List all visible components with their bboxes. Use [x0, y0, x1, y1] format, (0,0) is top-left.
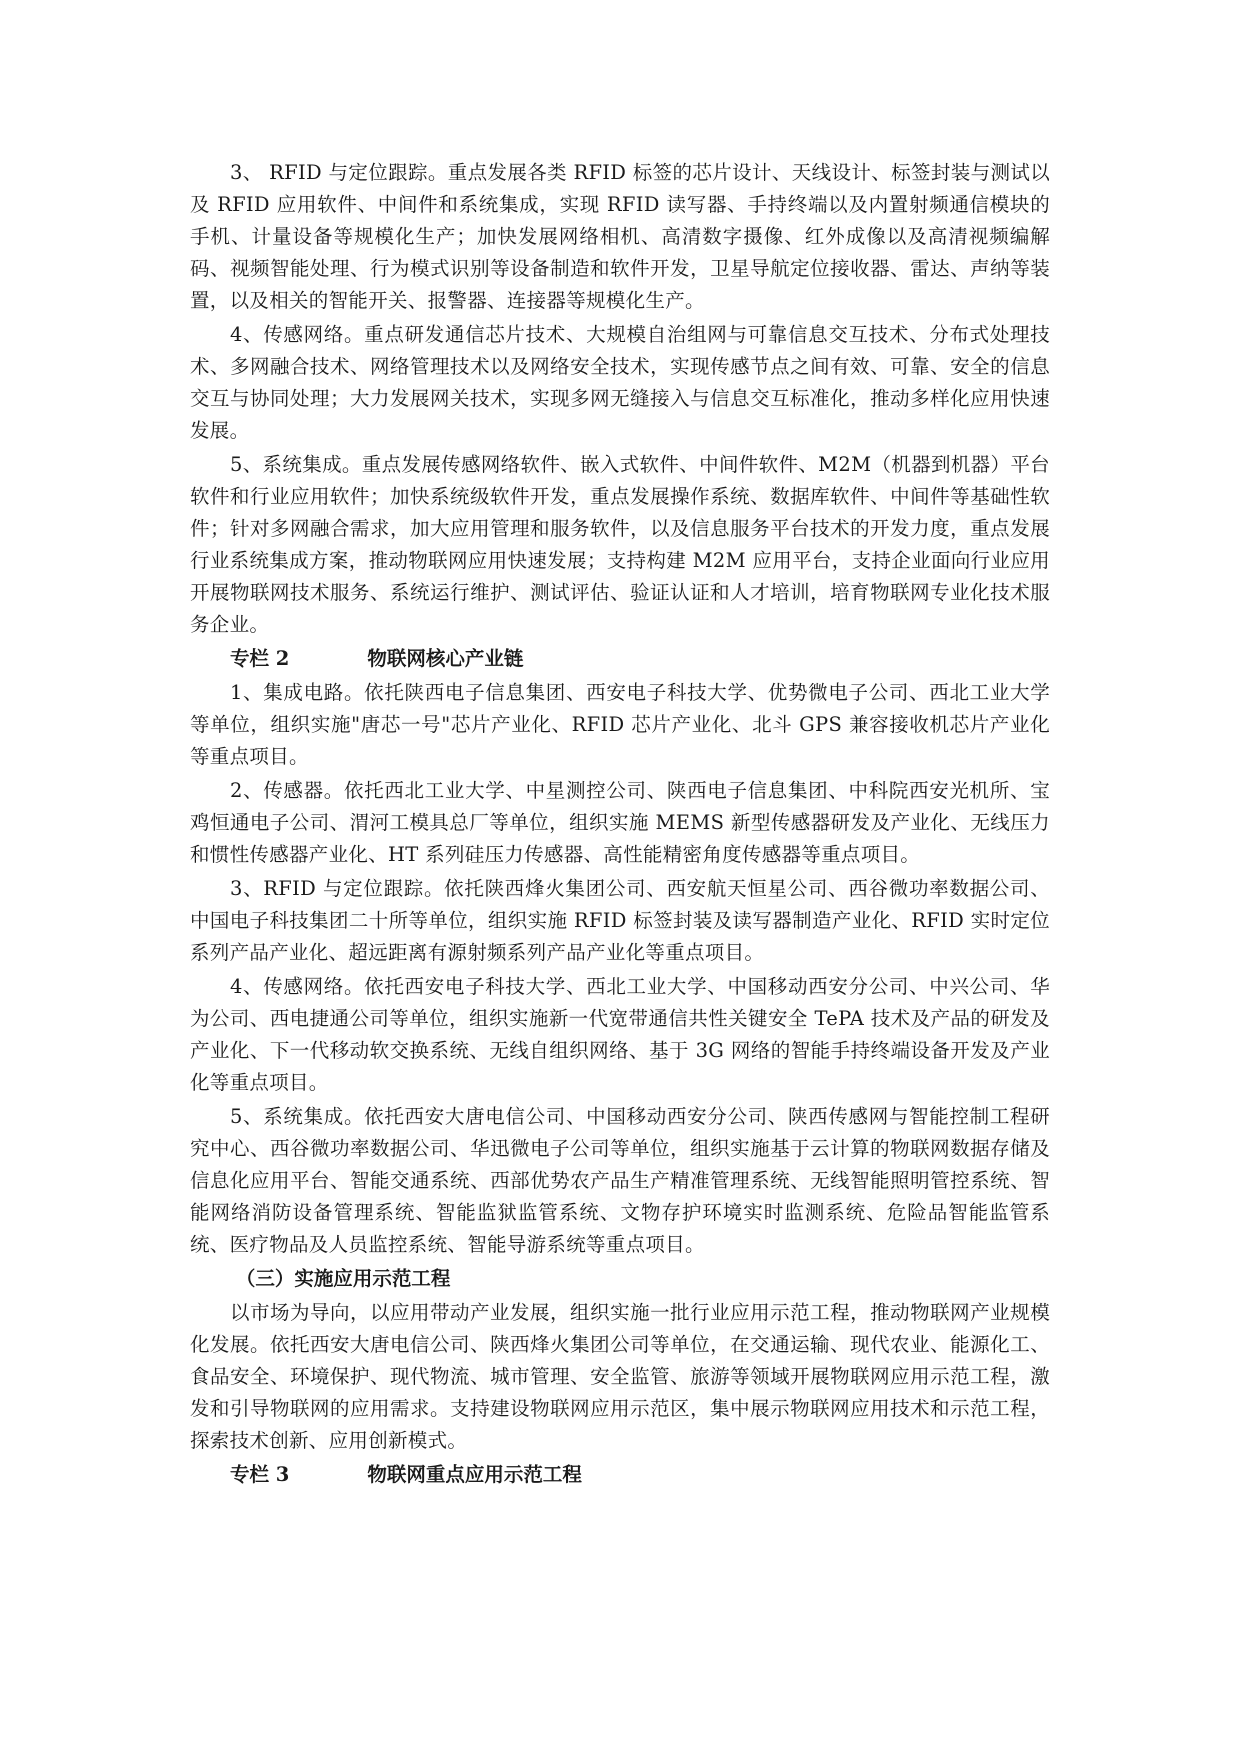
section-3-heading: （三）实施应用示范工程 — [235, 1267, 451, 1290]
box-2-label: 专栏 2 — [229, 647, 290, 670]
box-3-title: 物联网重点应用示范工程 — [367, 1463, 582, 1486]
box-2-title: 物联网核心产业链 — [367, 647, 524, 670]
box-2-heading — [190, 643, 1050, 675]
box-3-label: 专栏 3 — [229, 1463, 290, 1486]
box-3-heading — [190, 1459, 1050, 1491]
box-2-item-sensor: 2、传感器。依托西北工业大学、中星测控公司、陕西电子信息集团、中科院西安光机所、宝鸡恒通电子公司、渭河工模具总厂等单位，组织实施 MEMS 新型传感器研发及产业化、无线压力和惯性传感器产业化、HT 系列硅压力传感器、高性能精密角度传感器等重点项目。 — [190, 779, 1050, 866]
box-2-item-integrated-circuit: 1、集成电路。依托陕西电子信息集团、西安电子科技大学、优势微电子公司、西北工业大学等单位，组织实施"唐芯一号"芯片产业化、RFID 芯片产业化、北斗 GPS 兼容接收机芯片产业化等重点项目。 — [190, 681, 1050, 768]
paragraph-rfid-positioning: 3、 RFID 与定位跟踪。重点发展各类 RFID 标签的芯片设计、天线设计、标签封装与测试以及 RFID 应用软件、中间件和系统集成，实现 RFID 读写器、手持终端以及内置射频通信模块的手机、计量设备等规模化生产；加快发展网络相机、高清数字摄像、红外成像以及高清视频编解码、视频智能处理、行为模式识别等设备制造和软件开发，卫星导航定位接收器、雷达、声纳等装置，以及相关的智能开关、报警器、连接器等规模化生产。 — [190, 161, 1050, 312]
document-body — [190, 157, 1050, 1493]
paragraph-application-demo: 以市场为导向，以应用带动产业发展，组织实施一批行业应用示范工程，推动物联网产业规模化发展。依托西安大唐电信公司、陕西烽火集团公司等单位，在交通运输、现代农业、能源化工、食品安全、环境保护、现代物流、城市管理、安全监管、旅游等领域开展物联网应用示范工程，激发和引导物联网的应用需求。支持建设物联网应用示范区，集中展示物联网应用技术和示范工程，探索技术创新、应用创新模式。 — [190, 1301, 1050, 1452]
paragraph-system-integration: 5、系统集成。重点发展传感网络软件、嵌入式软件、中间件软件、M2M（机器到机器）平台软件和行业应用软件；加快系统级软件开发，重点发展操作系统、数据库软件、中间件等基础性软件；针对多网融合需求，加大应用管理和服务软件，以及信息服务平台技术的开发力度，重点发展行业系统集成方案，推动物联网应用快速发展；支持构建 M2M 应用平台，支持企业面向行业应用开展物联网技术服务、系统运行维护、测试评估、验证认证和人才培训，培育物联网专业化技术服务企业。 — [190, 453, 1050, 636]
box-2-item-rfid: 3、RFID 与定位跟踪。依托陕西烽火集团公司、西安航天恒星公司、西谷微功率数据公司、中国电子科技集团二十所等单位，组织实施 RFID 标签封装及读写器制造产业化、RFID 实时定位系列产品产业化、超远距离有源射频系列产品产业化等重点项目。 — [190, 877, 1050, 964]
box-2-item-sensor-network: 4、传感网络。依托西安电子科技大学、西北工业大学、中国移动西安分公司、中兴公司、华为公司、西电捷通公司等单位，组织实施新一代宽带通信共性关键安全 TePA 技术及产品的研发及产业化、下一代移动软交换系统、无线自组织网络、基于 3G 网络的智能手持终端设备开发及产业化等重点项目。 — [190, 975, 1050, 1094]
box-2-item-system-integration: 5、系统集成。依托西安大唐电信公司、中国移动西安分公司、陕西传感网与智能控制工程研究中心、西谷微功率数据公司、华迅微电子公司等单位，组织实施基于云计算的物联网数据存储及信息化应用平台、智能交通系统、西部优势农产品生产精准管理系统、无线智能照明管控系统、智能网络消防设备管理系统、智能监狱监管系统、文物存护环境实时监测系统、危险品智能监管系统、医疗物品及人员监控系统、智能导游系统等重点项目。 — [190, 1105, 1050, 1256]
paragraph-sensor-network: 4、传感网络。重点研发通信芯片技术、大规模自治组网与可靠信息交互技术、分布式处理技术、多网融合技术、网络管理技术以及网络安全技术，实现传感节点之间有效、可靠、安全的信息交互与协同处理；大力发展网关技术，实现多网无缝接入与信息交互标准化，推动多样化应用快速发展。 — [190, 323, 1050, 442]
